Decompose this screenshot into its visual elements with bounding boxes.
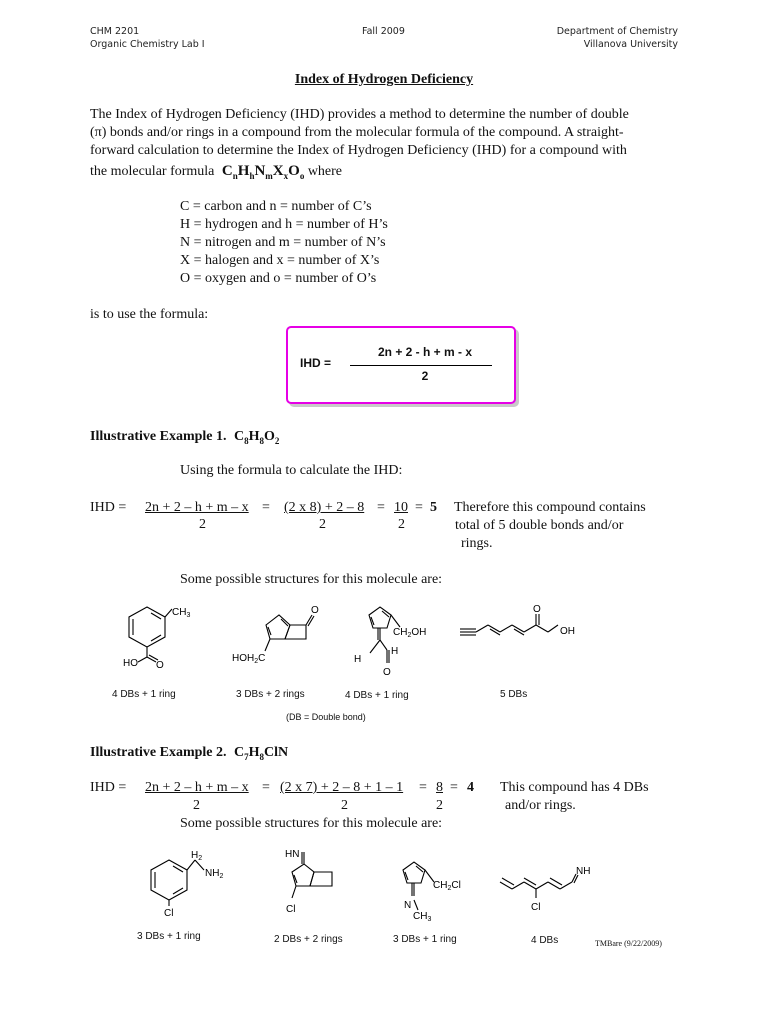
svg-text:H: H xyxy=(391,646,399,657)
example2-note-1: This compound has 4 DBs xyxy=(500,780,649,795)
example2-general-numerator: 2n + 2 – h + m – x xyxy=(145,780,249,795)
university: Villanova University xyxy=(583,39,678,50)
db-note: (DB = Double bond) xyxy=(286,712,366,722)
intro-line-4-text: the molecular formula xyxy=(90,164,215,179)
example2-general-denominator: 2 xyxy=(193,798,200,813)
intro-line-2: (π) bonds and/or rings in a compound from the molecular formula of the compound. A straight- xyxy=(90,125,624,140)
intro-line-3: forward calculation to determine the Index of Hydrogen Deficiency (IHD) for a compound with xyxy=(90,143,627,158)
intro-where: where xyxy=(307,164,343,179)
structure-chlorobenzylamine xyxy=(151,860,204,906)
example2-caption-1: 3 DBs + 1 ring xyxy=(137,931,201,942)
svg-text:Cl: Cl xyxy=(164,908,174,919)
svg-text:NH2: $NH_2$ xyxy=(205,868,224,880)
svg-text:Cl: Cl xyxy=(531,902,541,913)
example1-eq-2: = xyxy=(377,500,385,515)
example1-using: Using the formula to calculate the IHD: xyxy=(180,463,403,478)
example1-eq-3: = xyxy=(415,500,423,515)
structure-m-toluic-acid xyxy=(129,607,172,662)
svg-text:CH3: $CH_3$ xyxy=(172,607,191,619)
example2-ihd-label: IHD = xyxy=(90,780,127,795)
use-formula-text: is to use the formula: xyxy=(90,307,209,322)
department: Department of Chemistry xyxy=(556,26,678,37)
svg-text:HOH2C: $HOH_2C$ xyxy=(232,653,266,665)
formula-lhs: IHD = xyxy=(300,356,332,370)
example1-caption-1: 4 DBs + 1 ring xyxy=(112,689,176,700)
example1-result: 5 xyxy=(430,500,437,515)
intro-line-1: The Index of Hydrogen Deficiency (IHD) provides a method to determine the number of double xyxy=(90,107,629,122)
svg-text:CH2OH: $CH_2OH$ xyxy=(393,627,427,639)
formula-numerator: 2n + 2 - h + m - x xyxy=(377,345,473,359)
example1-value-denominator: 2 xyxy=(398,517,405,532)
example1-general-numerator: 2n + 2 – h + m – x xyxy=(145,500,249,515)
example2-substituted-denominator: 2 xyxy=(341,798,348,813)
example1-structures xyxy=(0,595,768,730)
svg-text:H2: $H_2$ xyxy=(191,850,203,862)
svg-text:CH2Cl: $CH_2Cl$ xyxy=(433,880,461,892)
definition-nitrogen: N = nitrogen and m = number of N’s xyxy=(180,235,386,250)
svg-text:O: O xyxy=(311,605,319,616)
example2-note-2: and/or rings. xyxy=(505,798,576,813)
example1-heading xyxy=(90,428,279,450)
example2-eq-2: = xyxy=(419,780,427,795)
svg-text:HO: HO xyxy=(123,658,138,669)
svg-text:HN: HN xyxy=(285,849,300,860)
svg-text:O: O xyxy=(533,604,541,615)
example1-note-2: total of 5 double bonds and/or xyxy=(455,518,624,533)
formula-fraction-bar xyxy=(350,365,492,366)
formula-denominator: 2 xyxy=(421,369,429,383)
example1-caption-4: 5 DBs xyxy=(500,689,528,700)
example1-substituted-numerator: (2 x 8) + 2 – 8 xyxy=(284,500,365,515)
example1-note-3: rings. xyxy=(461,536,493,551)
example2-caption-2: 2 DBs + 2 rings xyxy=(274,934,343,945)
example2-heading-text: Illustrative Example 2. xyxy=(90,745,227,760)
example2-value-denominator: 2 xyxy=(436,798,443,813)
term: Fall 2009 xyxy=(362,26,405,37)
example2-structures-intro: Some possible structures for this molecule are: xyxy=(180,816,443,831)
definition-halogen: X = halogen and x = number of X’s xyxy=(180,253,380,268)
svg-text:Cl: Cl xyxy=(286,904,296,915)
course-name: Organic Chemistry Lab I xyxy=(90,39,205,50)
example1-general-denominator: 2 xyxy=(199,517,206,532)
svg-text:H: H xyxy=(354,654,362,665)
example1-heading-text: Illustrative Example 1. xyxy=(90,429,227,444)
example1-structures-intro: Some possible structures for this molecule are: xyxy=(180,572,443,587)
example1-eq-1: = xyxy=(262,500,270,515)
svg-text:OH: OH xyxy=(560,626,575,637)
course-code: CHM 2201 xyxy=(90,26,140,37)
example1-caption-3: 4 DBs + 1 ring xyxy=(345,690,409,701)
example1-formula: $C_8H_8O_2$ xyxy=(234,429,280,446)
example2-substituted-numerator: (2 x 7) + 2 – 8 + 1 – 1 xyxy=(280,780,404,795)
example2-value-numerator: 8 xyxy=(436,780,443,795)
definition-carbon: C = carbon and n = number of C’s xyxy=(180,199,372,214)
svg-text:CH3: $CH_3$ xyxy=(413,911,432,923)
intro-line-4 xyxy=(90,162,342,185)
footer-credit: TMBare (9/22/2009) xyxy=(595,939,662,948)
example2-eq-3: = xyxy=(450,780,458,795)
svg-text:O: O xyxy=(156,660,164,671)
structure-polyene xyxy=(460,614,558,635)
definition-oxygen: O = oxygen and o = number of O’s xyxy=(180,271,377,286)
svg-text:NH: NH xyxy=(576,866,591,877)
svg-text:N: N xyxy=(404,900,412,911)
example2-caption-4: 4 DBs xyxy=(531,935,559,946)
example1-value-numerator: 10 xyxy=(394,500,408,515)
example2-structures xyxy=(0,840,768,940)
general-formula: $C_nH_hN_mX_xO_o$ xyxy=(221,163,305,181)
definition-hydrogen: H = hydrogen and h = number of H’s xyxy=(180,217,388,232)
example1-caption-2: 3 DBs + 2 rings xyxy=(236,689,305,700)
example2-caption-3: 3 DBs + 1 ring xyxy=(393,934,457,945)
example1-ihd-label: IHD = xyxy=(90,500,127,515)
example2-result: 4 xyxy=(467,780,474,795)
example1-substituted-denominator: 2 xyxy=(319,517,326,532)
example2-eq-1: = xyxy=(262,780,270,795)
example2-formula: $C_7H_8ClN$ xyxy=(234,745,289,762)
page-title: Index of Hydrogen Deficiency xyxy=(294,72,474,87)
example2-heading xyxy=(90,744,288,766)
structure-bicyclic-ketone xyxy=(265,615,314,651)
svg-text:O: O xyxy=(383,667,391,678)
structure-polyene-imine xyxy=(500,874,578,898)
example1-note-1: Therefore this compound contains xyxy=(454,500,646,515)
formula-box xyxy=(286,326,516,404)
